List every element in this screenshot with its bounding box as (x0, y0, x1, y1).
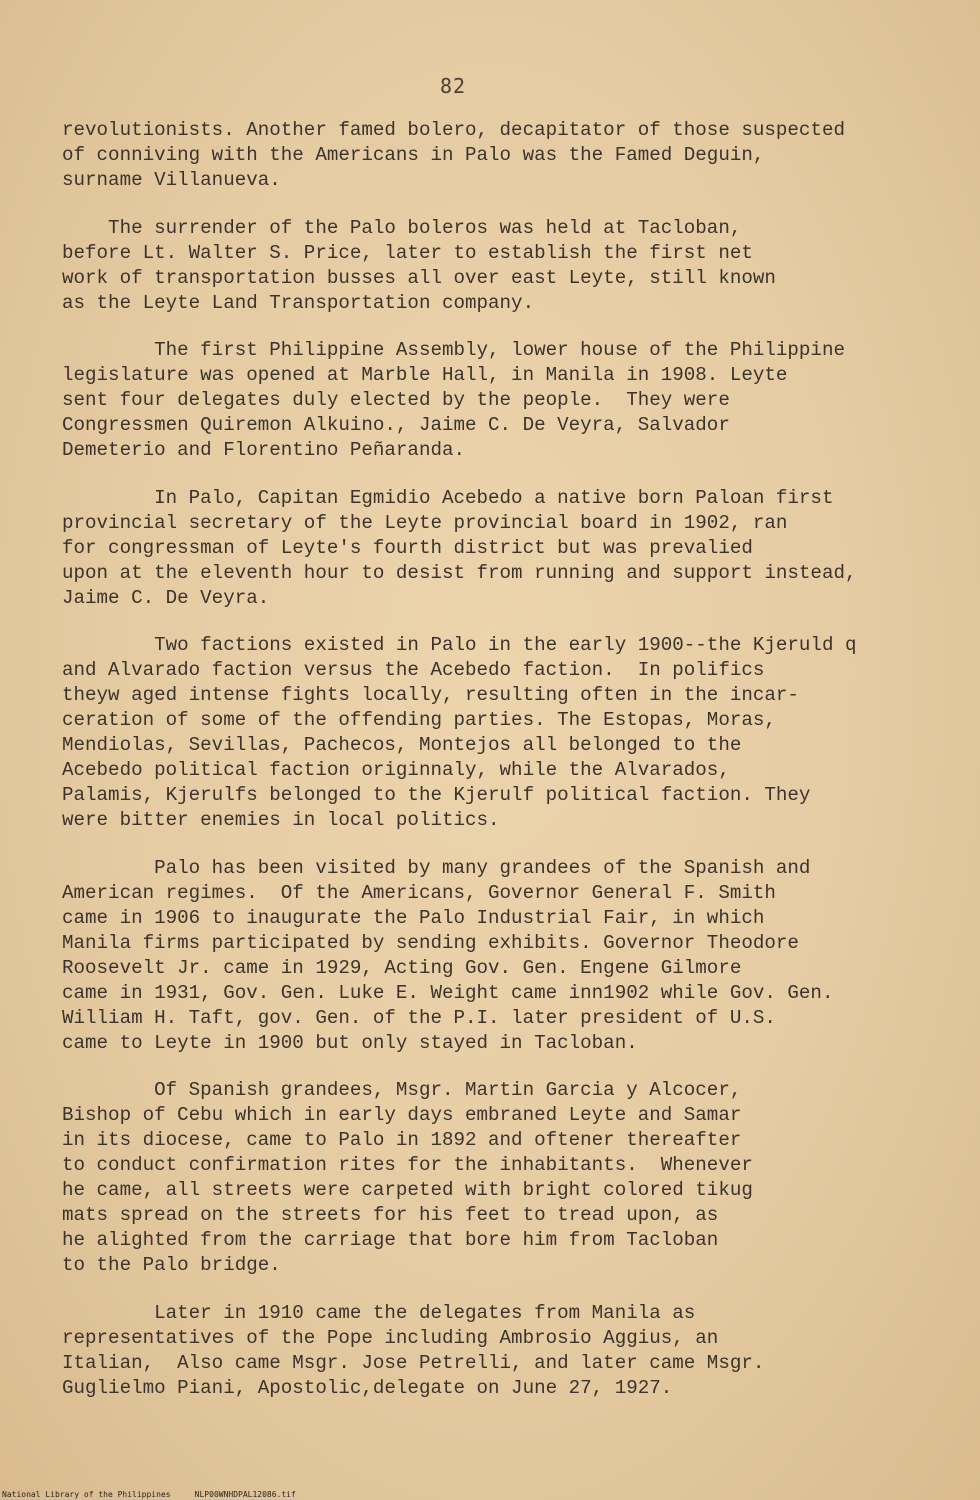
text-line: Demeterio and Florentino Peñaranda. (62, 439, 466, 461)
text-line: Roosevelt Jr. came in 1929, Acting Gov. Gen. Engene Gilmore (62, 956, 742, 979)
paragraph (62, 216, 942, 316)
text-line: sent four delegates duly elected by the people. They were (62, 389, 730, 411)
text-line: upon at the eleventh hour to desist from running and support instead, (62, 561, 857, 584)
text-line: in its diocese, came to Palo in 1892 and oftener thereafter (62, 1129, 742, 1151)
text-line: Palo has been visited by many grandees of the Spanish and (62, 856, 811, 879)
paragraph (62, 486, 942, 611)
text-line: The surrender of the Palo boleros was held at Tacloban, (62, 216, 742, 239)
paragraph (62, 1078, 942, 1278)
text-line: William H. Taft, gov. Gen. of the P.I. later president of U.S. (62, 1006, 776, 1029)
text-line: theyw aged intense fights locally, resulting often in the incar- (62, 684, 799, 706)
text-line: Two factions existed in Palo in the early 1900--the Kjeruld q (62, 634, 857, 656)
text-line: Palamis, Kjerulfs belonged to the Kjerulf political faction. They (62, 784, 811, 806)
text-line: Italian, Also came Msgr. Jose Petrelli, and later came Msgr. (62, 1351, 765, 1374)
scan-footer (2, 1490, 296, 1500)
text-line: of conniving with the Americans in Palo was the Famed Deguin, (62, 144, 765, 166)
text-line: Acebedo political faction originnaly, while the Alvarados, (62, 759, 730, 781)
text-line: The first Philippine Assembly, lower house of the Philippine (62, 339, 845, 361)
text-line: work of transportation busses all over east Leyte, still known (62, 266, 776, 289)
text-line: Bishop of Cebu which in early days embraned Leyte and Samar (62, 1104, 742, 1126)
text-line: mats spread on the streets for his feet to tread upon, as (62, 1204, 719, 1226)
text-line: came in 1906 to inaugurate the Palo Industrial Fair, in which (62, 906, 765, 929)
text-line: American regimes. Of the Americans, Governor General F. Smith (62, 881, 776, 904)
text-line: Congressmen Quiremon Alkuino., Jaime C. De Veyra, Salvador (62, 414, 730, 436)
text-line: Jaime C. De Veyra. (62, 586, 270, 609)
text-line: ceration of some of the offending parties. The Estopas, Moras, (62, 709, 776, 731)
text-line: Later in 1910 came the delegates from Manila as (62, 1301, 696, 1324)
text-line: to conduct confirmation rites for the inhabitants. Whenever (62, 1154, 753, 1176)
footer-filename: NLP00WNHDPAL12086.tif (194, 1490, 296, 1499)
text-line: Of Spanish grandees, Msgr. Martin Garcia y Alcocer, (62, 1079, 742, 1101)
text-line: revolutionists. Another famed bolero, decapitator of those suspected (62, 119, 845, 141)
text-line: Manila firms participated by sending exhibits. Governor Theodore (62, 931, 799, 954)
text-line: representatives of the Pope including Ambrosio Aggius, an (62, 1326, 719, 1349)
text-line: surname Villanueva. (62, 169, 281, 191)
text-line: for congressman of Leyte's fourth district but was prevalied (62, 536, 753, 559)
text-line: legislature was opened at Marble Hall, in Manila in 1908. Leyte (62, 364, 788, 386)
text-line: Mendiolas, Sevillas, Pachecos, Montejos all belonged to the (62, 734, 742, 756)
document-body (62, 118, 942, 1401)
text-line: came to Leyte in 1900 but only stayed in Tacloban. (62, 1031, 638, 1054)
text-line: were bitter enemies in local politics. (62, 809, 500, 831)
text-line: he alighted from the carriage that bore him from Tacloban (62, 1229, 719, 1251)
paragraph (62, 633, 942, 833)
footer-source: National Library of the Philippines (2, 1490, 171, 1499)
text-line: as the Leyte Land Transportation company. (62, 291, 535, 314)
text-line: he came, all streets were carpeted with bright colored tikug (62, 1179, 753, 1201)
text-line: to the Palo bridge. (62, 1254, 281, 1276)
paragraph (62, 338, 942, 463)
text-line: came in 1931, Gov. Gen. Luke E. Weight came inn1902 while Gov. Gen. (62, 981, 834, 1004)
paragraph (62, 1301, 942, 1401)
page-number: 82 (440, 74, 467, 98)
paragraph (62, 118, 942, 193)
text-line: provincial secretary of the Leyte provincial board in 1902, ran (62, 511, 788, 534)
text-line: In Palo, Capitan Egmidio Acebedo a native born Paloan first (62, 486, 834, 509)
text-line: before Lt. Walter S. Price, later to establish the first net (62, 241, 753, 264)
text-line: and Alvarado faction versus the Acebedo faction. In polifics (62, 659, 765, 681)
text-line: Guglielmo Piani, Apostolic,delegate on June 27, 1927. (62, 1376, 673, 1399)
paragraph (62, 856, 942, 1056)
